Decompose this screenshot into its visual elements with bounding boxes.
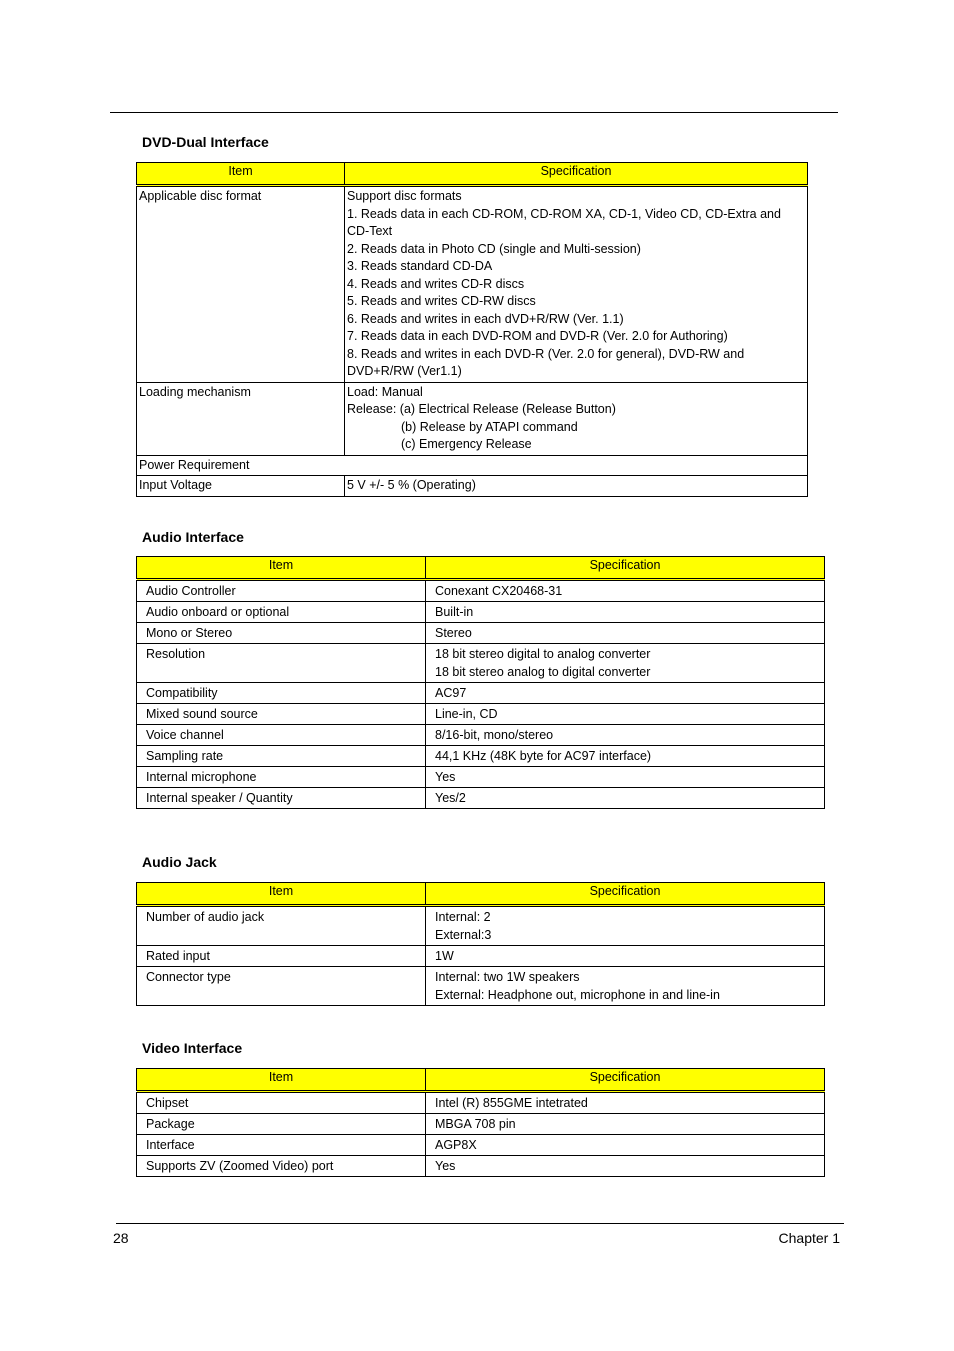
spec-line: 18 bit stereo analog to digital converter: [435, 665, 651, 679]
audio-header-item: Item: [137, 557, 426, 580]
video-row-spec: Intel (R) 855GME intetrated: [426, 1092, 825, 1114]
spec-line: 7. Reads data in each DVD-ROM and DVD-R (Ver. 2.0 for Authoring): [347, 329, 728, 343]
spec-line: 6. Reads and writes in each dVD+R/RW (Ver. 1.1): [347, 311, 624, 326]
spec-line: (b) Release by ATAPI command: [401, 419, 578, 434]
video-row-spec: MBGA 708 pin: [426, 1114, 825, 1135]
table-row: [137, 644, 825, 683]
audio-row-item: Audio Controller: [137, 580, 426, 602]
table-row: [137, 1135, 825, 1156]
spec-line: 4. Reads and writes CD-R discs: [347, 276, 525, 291]
table-row: [137, 602, 825, 623]
dvd-row-item: Loading mechanism: [137, 382, 345, 455]
jack-header-spec: Specification: [426, 883, 825, 906]
audio-row-spec: [426, 644, 825, 683]
audio-header-spec: Specification: [426, 557, 825, 580]
table-row: [137, 455, 808, 476]
spec-line: External:3: [435, 928, 492, 942]
video-header-item: Item: [137, 1069, 426, 1092]
video-table: [136, 1068, 825, 1177]
dvd-row-spec: 5 V +/- 5 % (Operating): [345, 476, 808, 497]
dvd-header-row: [137, 163, 808, 186]
audio-row-item: Internal speaker / Quantity: [137, 788, 426, 809]
video-row-spec: Yes: [426, 1156, 825, 1177]
audio-row-spec: Built-in: [426, 602, 825, 623]
spec-line: 8. Reads and writes in each DVD-R (Ver. 2.0 for general), DVD-RW and DVD+R/RW (Ver1.1): [347, 346, 745, 378]
spec-line: 1. Reads data in each CD-ROM, CD-ROM XA, CD-1, Video CD, CD-Extra and CD-Text: [347, 206, 781, 238]
video-row-spec: AGP8X: [426, 1135, 825, 1156]
jack-header-item: Item: [137, 883, 426, 906]
audio-header-row: [137, 557, 825, 580]
spec-line: 18 bit stereo digital to analog converter: [435, 647, 651, 661]
audio-row-spec: Line-in, CD: [426, 704, 825, 725]
dvd-row-item: Power Requirement: [137, 455, 808, 476]
footer-rule: [116, 1223, 844, 1224]
spec-line: Internal: 2: [435, 910, 491, 924]
spec-line: Release: (a) Electrical Release (Release Button): [347, 402, 616, 416]
audio-row-item: Resolution: [137, 644, 426, 683]
table-row: [137, 767, 825, 788]
chapter-label: Chapter 1: [778, 1230, 840, 1246]
audio-row-spec: Yes: [426, 767, 825, 788]
jack-header-row: [137, 883, 825, 906]
table-row: [137, 906, 825, 946]
spec-line: 5. Reads and writes CD-RW discs: [347, 294, 536, 308]
jack-row-item: Connector type: [137, 967, 426, 1006]
table-row: [137, 967, 825, 1006]
table-row: [137, 704, 825, 725]
video-header-spec: Specification: [426, 1069, 825, 1092]
spec-line: Internal: two 1W speakers: [435, 970, 580, 984]
table-row: [137, 788, 825, 809]
audio-row-spec: 8/16-bit, mono/stereo: [426, 725, 825, 746]
dvd-row-spec: [345, 382, 808, 455]
dvd-row-item: Input Voltage: [137, 476, 345, 497]
jack-row-spec: [426, 906, 825, 946]
spec-line: External: Headphone out, microphone in and line-in: [435, 988, 720, 1002]
dvd-section-title: DVD-Dual Interface: [142, 134, 269, 150]
audio-row-item: Audio onboard or optional: [137, 602, 426, 623]
audio-row-spec: Stereo: [426, 623, 825, 644]
dvd-row-item: Applicable disc format: [137, 186, 345, 383]
table-row: [137, 1114, 825, 1135]
table-row: [137, 683, 825, 704]
audio-row-item: Mono or Stereo: [137, 623, 426, 644]
audio-row-item: Voice channel: [137, 725, 426, 746]
table-row: [137, 946, 825, 967]
jack-table: [136, 882, 825, 1006]
jack-row-item: Rated input: [137, 946, 426, 967]
table-row: [137, 623, 825, 644]
table-row: [137, 186, 808, 383]
spec-line: Load: Manual: [347, 384, 423, 399]
top-rule: [110, 112, 838, 113]
jack-row-item: Number of audio jack: [137, 906, 426, 946]
audio-row-item: Internal microphone: [137, 767, 426, 788]
audio-row-spec: Conexant CX20468-31: [426, 580, 825, 602]
dvd-table: [136, 162, 808, 497]
table-row: [137, 1092, 825, 1114]
video-row-item: Supports ZV (Zoomed Video) port: [137, 1156, 426, 1177]
audio-row-spec: AC97: [426, 683, 825, 704]
spec-line: 2. Reads data in Photo CD (single and Multi-session): [347, 241, 641, 256]
table-row: [137, 746, 825, 767]
audio-section-title: Audio Interface: [142, 529, 244, 545]
jack-row-spec: 1W: [426, 946, 825, 967]
audio-table: [136, 556, 825, 809]
table-row: [137, 1156, 825, 1177]
spec-line: 3. Reads standard CD-DA: [347, 259, 493, 273]
jack-section-title: Audio Jack: [142, 854, 217, 870]
audio-row-spec: 44,1 KHz (48K byte for AC97 interface): [426, 746, 825, 767]
video-row-item: Package: [137, 1114, 426, 1135]
dvd-header-item: Item: [137, 163, 345, 186]
table-row: [137, 580, 825, 602]
spec-line: Support disc formats: [347, 189, 462, 203]
spec-line: (c) Emergency Release: [401, 437, 532, 451]
table-row: [137, 476, 808, 497]
dvd-header-spec: Specification: [345, 163, 808, 186]
audio-row-item: Compatibility: [137, 683, 426, 704]
table-row: [137, 725, 825, 746]
video-row-item: Chipset: [137, 1092, 426, 1114]
video-header-row: [137, 1069, 825, 1092]
audio-row-item: Mixed sound source: [137, 704, 426, 725]
audio-row-item: Sampling rate: [137, 746, 426, 767]
dvd-row-spec: [345, 186, 808, 383]
audio-row-spec: Yes/2: [426, 788, 825, 809]
table-row: [137, 382, 808, 455]
video-section-title: Video Interface: [142, 1040, 243, 1056]
jack-row-spec: [426, 967, 825, 1006]
page-number: 28: [113, 1230, 129, 1246]
video-row-item: Interface: [137, 1135, 426, 1156]
